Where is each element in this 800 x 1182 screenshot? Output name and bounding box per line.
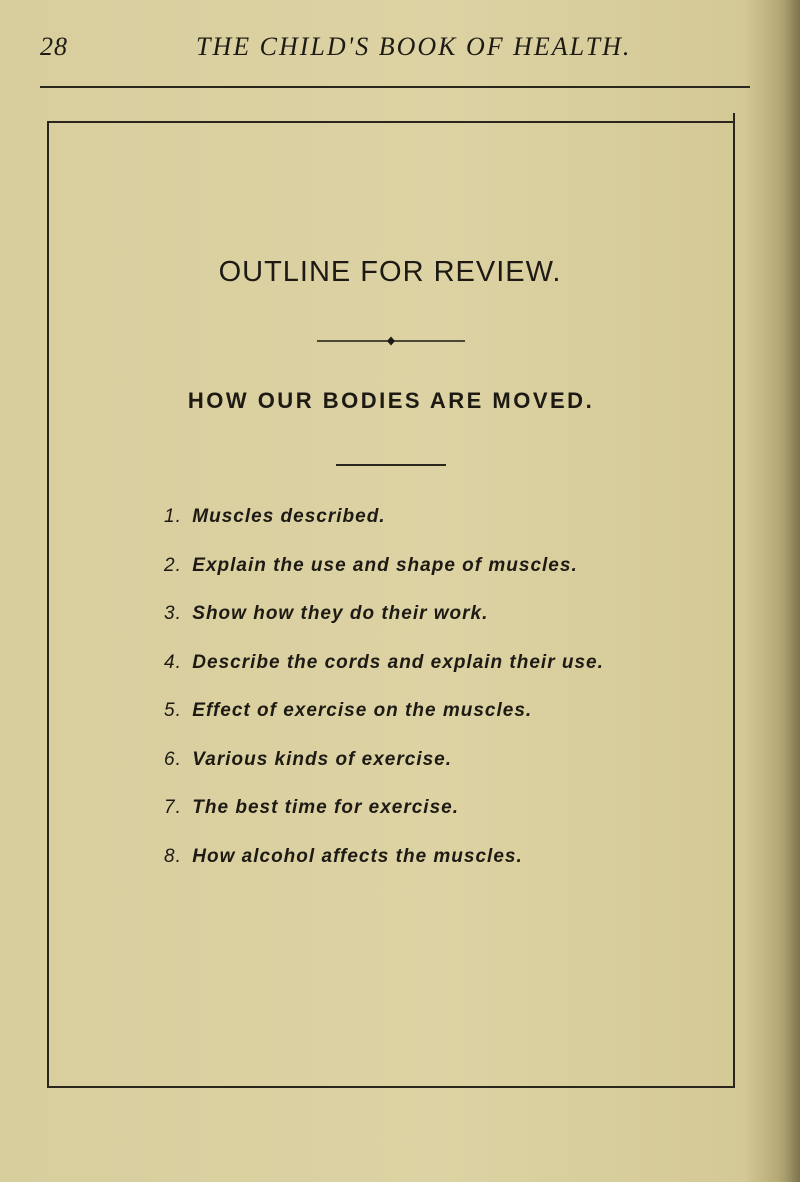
item-number: 4. (164, 651, 182, 673)
list-item (164, 602, 604, 651)
list-item (164, 845, 604, 894)
item-text: Describe the cords and explain their use. (192, 651, 604, 673)
item-text: The best time for exercise. (192, 797, 459, 818)
page-edge-shadow (786, 0, 800, 1182)
item-number: 3. (164, 603, 182, 624)
page-number: 28 (40, 32, 68, 61)
list-item (164, 554, 604, 603)
outline-title: OUTLINE FOR REVIEW. (218, 256, 562, 288)
list-item (164, 651, 604, 700)
item-number: 6. (164, 748, 182, 770)
item-number: 8. (164, 845, 182, 867)
diamond-rule-ornament-icon (317, 334, 465, 348)
section-subtitle: HOW OUR BODIES ARE MOVED. (187, 388, 595, 413)
item-number: 7. (164, 797, 182, 818)
item-text: Explain the use and shape of muscles. (192, 554, 578, 576)
item-text: Show how they do their work. (192, 603, 489, 624)
item-text: Various kinds of exercise. (192, 748, 453, 770)
item-number: 5. (164, 700, 182, 721)
list-item (164, 748, 604, 797)
item-text: Muscles described. (192, 506, 386, 527)
item-text: Effect of exercise on the muscles. (192, 700, 533, 721)
list-item (164, 699, 604, 748)
review-list (164, 505, 604, 893)
list-item (164, 505, 604, 554)
review-box-corner (733, 113, 735, 123)
item-text: How alcohol affects the muscles. (192, 845, 523, 867)
item-number: 1. (164, 506, 182, 527)
header-rule (40, 86, 750, 88)
running-title: THE CHILD'S BOOK OF HEALTH. (196, 32, 632, 61)
item-number: 2. (164, 554, 182, 576)
list-item (164, 796, 604, 845)
section-rule (336, 464, 446, 466)
